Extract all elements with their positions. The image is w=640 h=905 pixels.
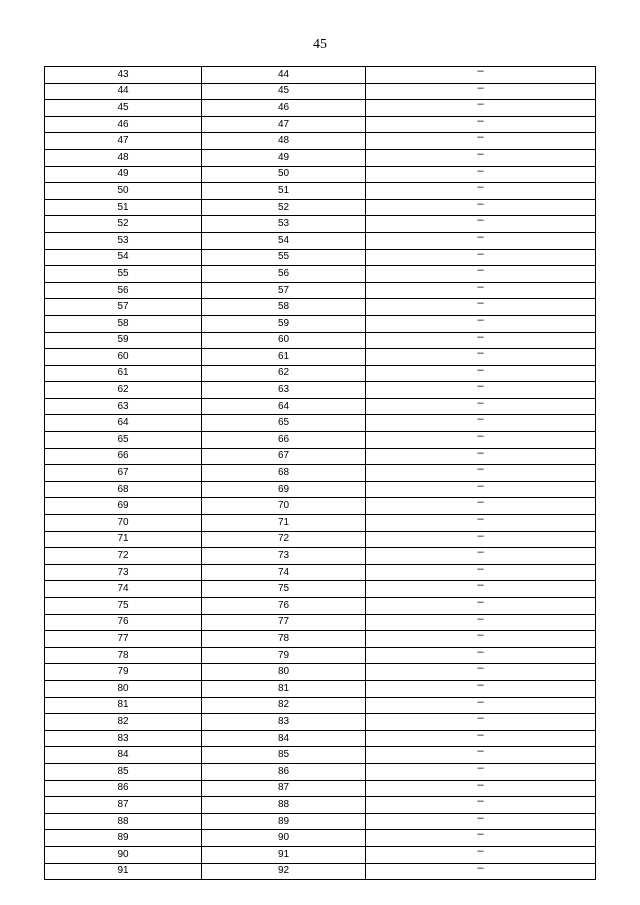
table-cell-number: 55	[45, 266, 202, 283]
table-row	[45, 631, 596, 648]
table-row	[45, 863, 596, 880]
table-cell-number: 86	[45, 780, 202, 797]
table-cell-number: 43	[45, 67, 202, 84]
table-cell-number: 60	[45, 349, 202, 366]
table-row	[45, 332, 596, 349]
table-cell-number: 75	[45, 598, 202, 615]
table-cell-number: 70	[202, 498, 366, 515]
table-cell-dash: –	[366, 465, 596, 482]
table-row	[45, 166, 596, 183]
table-cell-dash: –	[366, 631, 596, 648]
table-cell-dash: –	[366, 216, 596, 233]
table-cell-number: 57	[202, 282, 366, 299]
table-cell-number: 77	[202, 614, 366, 631]
table-cell-dash: –	[366, 747, 596, 764]
table-row	[45, 183, 596, 200]
table-row	[45, 100, 596, 117]
table-cell-dash: –	[366, 830, 596, 847]
table-row	[45, 133, 596, 150]
table-cell-number: 54	[202, 232, 366, 249]
table-cell-number: 48	[45, 149, 202, 166]
table-row	[45, 780, 596, 797]
table-row	[45, 282, 596, 299]
table-row	[45, 199, 596, 216]
table-cell-number: 69	[45, 498, 202, 515]
table-cell-dash: –	[366, 598, 596, 615]
table-cell-dash: –	[366, 647, 596, 664]
table-cell-number: 81	[202, 680, 366, 697]
table-cell-dash: –	[366, 846, 596, 863]
table-row	[45, 481, 596, 498]
table-cell-dash: –	[366, 382, 596, 399]
table-cell-number: 74	[45, 581, 202, 598]
table-cell-number: 84	[202, 730, 366, 747]
table-cell-number: 67	[202, 448, 366, 465]
table-cell-dash: –	[366, 116, 596, 133]
table-row	[45, 299, 596, 316]
table-cell-number: 58	[45, 315, 202, 332]
table-row	[45, 730, 596, 747]
table-row	[45, 680, 596, 697]
table-cell-number: 44	[202, 67, 366, 84]
table-cell-number: 72	[202, 531, 366, 548]
table-cell-number: 68	[45, 481, 202, 498]
table-cell-number: 90	[45, 846, 202, 863]
table-cell-number: 82	[202, 697, 366, 714]
table-cell-number: 59	[45, 332, 202, 349]
table-cell-number: 78	[202, 631, 366, 648]
table-cell-number: 83	[45, 730, 202, 747]
table-row	[45, 531, 596, 548]
table-cell-dash: –	[366, 332, 596, 349]
table-cell-dash: –	[366, 315, 596, 332]
table-cell-number: 80	[202, 664, 366, 681]
table-cell-number: 51	[202, 183, 366, 200]
table-cell-dash: –	[366, 515, 596, 532]
table-cell-dash: –	[366, 166, 596, 183]
table-cell-number: 76	[202, 598, 366, 615]
table-cell-number: 77	[45, 631, 202, 648]
table-cell-number: 87	[45, 797, 202, 814]
table-cell-number: 87	[202, 780, 366, 797]
table-cell-number: 63	[45, 398, 202, 415]
table-cell-dash: –	[366, 531, 596, 548]
table-cell-dash: –	[366, 100, 596, 117]
table-cell-number: 52	[45, 216, 202, 233]
table-cell-number: 65	[202, 415, 366, 432]
table-cell-dash: –	[366, 249, 596, 266]
table-cell-dash: –	[366, 232, 596, 249]
table-cell-number: 82	[45, 714, 202, 731]
table-cell-number: 72	[45, 548, 202, 565]
table-cell-dash: –	[366, 714, 596, 731]
table-cell-dash: –	[366, 548, 596, 565]
table-cell-number: 85	[45, 763, 202, 780]
table-cell-number: 79	[45, 664, 202, 681]
table-cell-number: 64	[202, 398, 366, 415]
table-cell-number: 52	[202, 199, 366, 216]
table-cell-number: 54	[45, 249, 202, 266]
table-row	[45, 846, 596, 863]
table-row	[45, 398, 596, 415]
table-row	[45, 697, 596, 714]
data-table	[44, 66, 596, 880]
table-cell-dash: –	[366, 780, 596, 797]
table-cell-number: 83	[202, 714, 366, 731]
table-cell-dash: –	[366, 349, 596, 366]
table-cell-number: 53	[45, 232, 202, 249]
table-cell-number: 75	[202, 581, 366, 598]
table-cell-dash: –	[366, 581, 596, 598]
table-cell-number: 57	[45, 299, 202, 316]
table-row	[45, 432, 596, 449]
table-cell-dash: –	[366, 481, 596, 498]
table-cell-number: 45	[45, 100, 202, 117]
table-cell-number: 65	[45, 432, 202, 449]
table-row	[45, 249, 596, 266]
table-row	[45, 598, 596, 615]
table-cell-dash: –	[366, 365, 596, 382]
table-cell-dash: –	[366, 398, 596, 415]
table-row	[45, 349, 596, 366]
table-cell-number: 55	[202, 249, 366, 266]
table-cell-number: 67	[45, 465, 202, 482]
table-cell-dash: –	[366, 797, 596, 814]
table-cell-dash: –	[366, 149, 596, 166]
table-cell-number: 47	[202, 116, 366, 133]
table-cell-number: 71	[45, 531, 202, 548]
table-cell-dash: –	[366, 448, 596, 465]
table-cell-dash: –	[366, 67, 596, 84]
table-row	[45, 382, 596, 399]
table-cell-number: 66	[45, 448, 202, 465]
table-row	[45, 830, 596, 847]
table-cell-number: 76	[45, 614, 202, 631]
table-row	[45, 266, 596, 283]
table-row	[45, 116, 596, 133]
table-cell-number: 88	[202, 797, 366, 814]
table-cell-number: 64	[45, 415, 202, 432]
table-cell-dash: –	[366, 415, 596, 432]
table-row	[45, 813, 596, 830]
page-number: 45	[313, 37, 327, 52]
table-cell-number: 92	[202, 863, 366, 880]
table-row	[45, 614, 596, 631]
table-row	[45, 448, 596, 465]
table-cell-number: 81	[45, 697, 202, 714]
table-cell-number: 59	[202, 315, 366, 332]
table-cell-number: 80	[45, 680, 202, 697]
table-cell-number: 60	[202, 332, 366, 349]
table-row	[45, 797, 596, 814]
table-cell-number: 49	[45, 166, 202, 183]
table-cell-number: 44	[45, 83, 202, 100]
table-cell-number: 51	[45, 199, 202, 216]
table-row	[45, 149, 596, 166]
table-cell-number: 63	[202, 382, 366, 399]
table-cell-number: 90	[202, 830, 366, 847]
table-cell-number: 85	[202, 747, 366, 764]
table-cell-number: 70	[45, 515, 202, 532]
table-cell-number: 46	[45, 116, 202, 133]
table-cell-number: 62	[45, 382, 202, 399]
table-cell-number: 47	[45, 133, 202, 150]
table-row	[45, 315, 596, 332]
table-cell-dash: –	[366, 282, 596, 299]
table-cell-number: 48	[202, 133, 366, 150]
table-row	[45, 747, 596, 764]
table-cell-number: 73	[202, 548, 366, 565]
table-cell-number: 49	[202, 149, 366, 166]
table-cell-dash: –	[366, 83, 596, 100]
table-row	[45, 415, 596, 432]
table-cell-dash: –	[366, 133, 596, 150]
table-cell-dash: –	[366, 199, 596, 216]
table-row	[45, 365, 596, 382]
table-row	[45, 216, 596, 233]
table-cell-dash: –	[366, 299, 596, 316]
table-cell-number: 79	[202, 647, 366, 664]
table-cell-number: 68	[202, 465, 366, 482]
table-cell-number: 61	[45, 365, 202, 382]
table-cell-number: 58	[202, 299, 366, 316]
table-cell-number: 91	[202, 846, 366, 863]
table-cell-number: 61	[202, 349, 366, 366]
table-cell-dash: –	[366, 614, 596, 631]
table-cell-number: 84	[45, 747, 202, 764]
table-cell-dash: –	[366, 432, 596, 449]
table-cell-number: 56	[45, 282, 202, 299]
table-row	[45, 67, 596, 84]
table-row	[45, 465, 596, 482]
table-cell-number: 69	[202, 481, 366, 498]
table-row	[45, 232, 596, 249]
table-cell-dash: –	[366, 697, 596, 714]
table-cell-number: 89	[202, 813, 366, 830]
table-cell-number: 73	[45, 564, 202, 581]
table-cell-dash: –	[366, 763, 596, 780]
table-row	[45, 564, 596, 581]
table-cell-dash: –	[366, 664, 596, 681]
table-row	[45, 83, 596, 100]
table-row	[45, 515, 596, 532]
table-cell-dash: –	[366, 813, 596, 830]
table-cell-dash: –	[366, 183, 596, 200]
table-cell-number: 50	[45, 183, 202, 200]
table-cell-number: 66	[202, 432, 366, 449]
table-row	[45, 498, 596, 515]
table-cell-dash: –	[366, 564, 596, 581]
table-row	[45, 581, 596, 598]
table-cell-dash: –	[366, 863, 596, 880]
table-cell-number: 78	[45, 647, 202, 664]
table-body	[45, 67, 596, 880]
table-cell-number: 45	[202, 83, 366, 100]
table-cell-number: 91	[45, 863, 202, 880]
table-cell-number: 74	[202, 564, 366, 581]
table-cell-number: 56	[202, 266, 366, 283]
table-cell-dash: –	[366, 680, 596, 697]
table-row	[45, 647, 596, 664]
table-cell-dash: –	[366, 498, 596, 515]
table-row	[45, 548, 596, 565]
table-cell-number: 88	[45, 813, 202, 830]
table-cell-number: 50	[202, 166, 366, 183]
table-row	[45, 664, 596, 681]
table-cell-dash: –	[366, 266, 596, 283]
table-cell-number: 86	[202, 763, 366, 780]
table-row	[45, 763, 596, 780]
table-cell-number: 62	[202, 365, 366, 382]
table-cell-number: 89	[45, 830, 202, 847]
table-cell-number: 53	[202, 216, 366, 233]
table-cell-number: 71	[202, 515, 366, 532]
table-cell-dash: –	[366, 730, 596, 747]
table-cell-number: 46	[202, 100, 366, 117]
table-row	[45, 714, 596, 731]
